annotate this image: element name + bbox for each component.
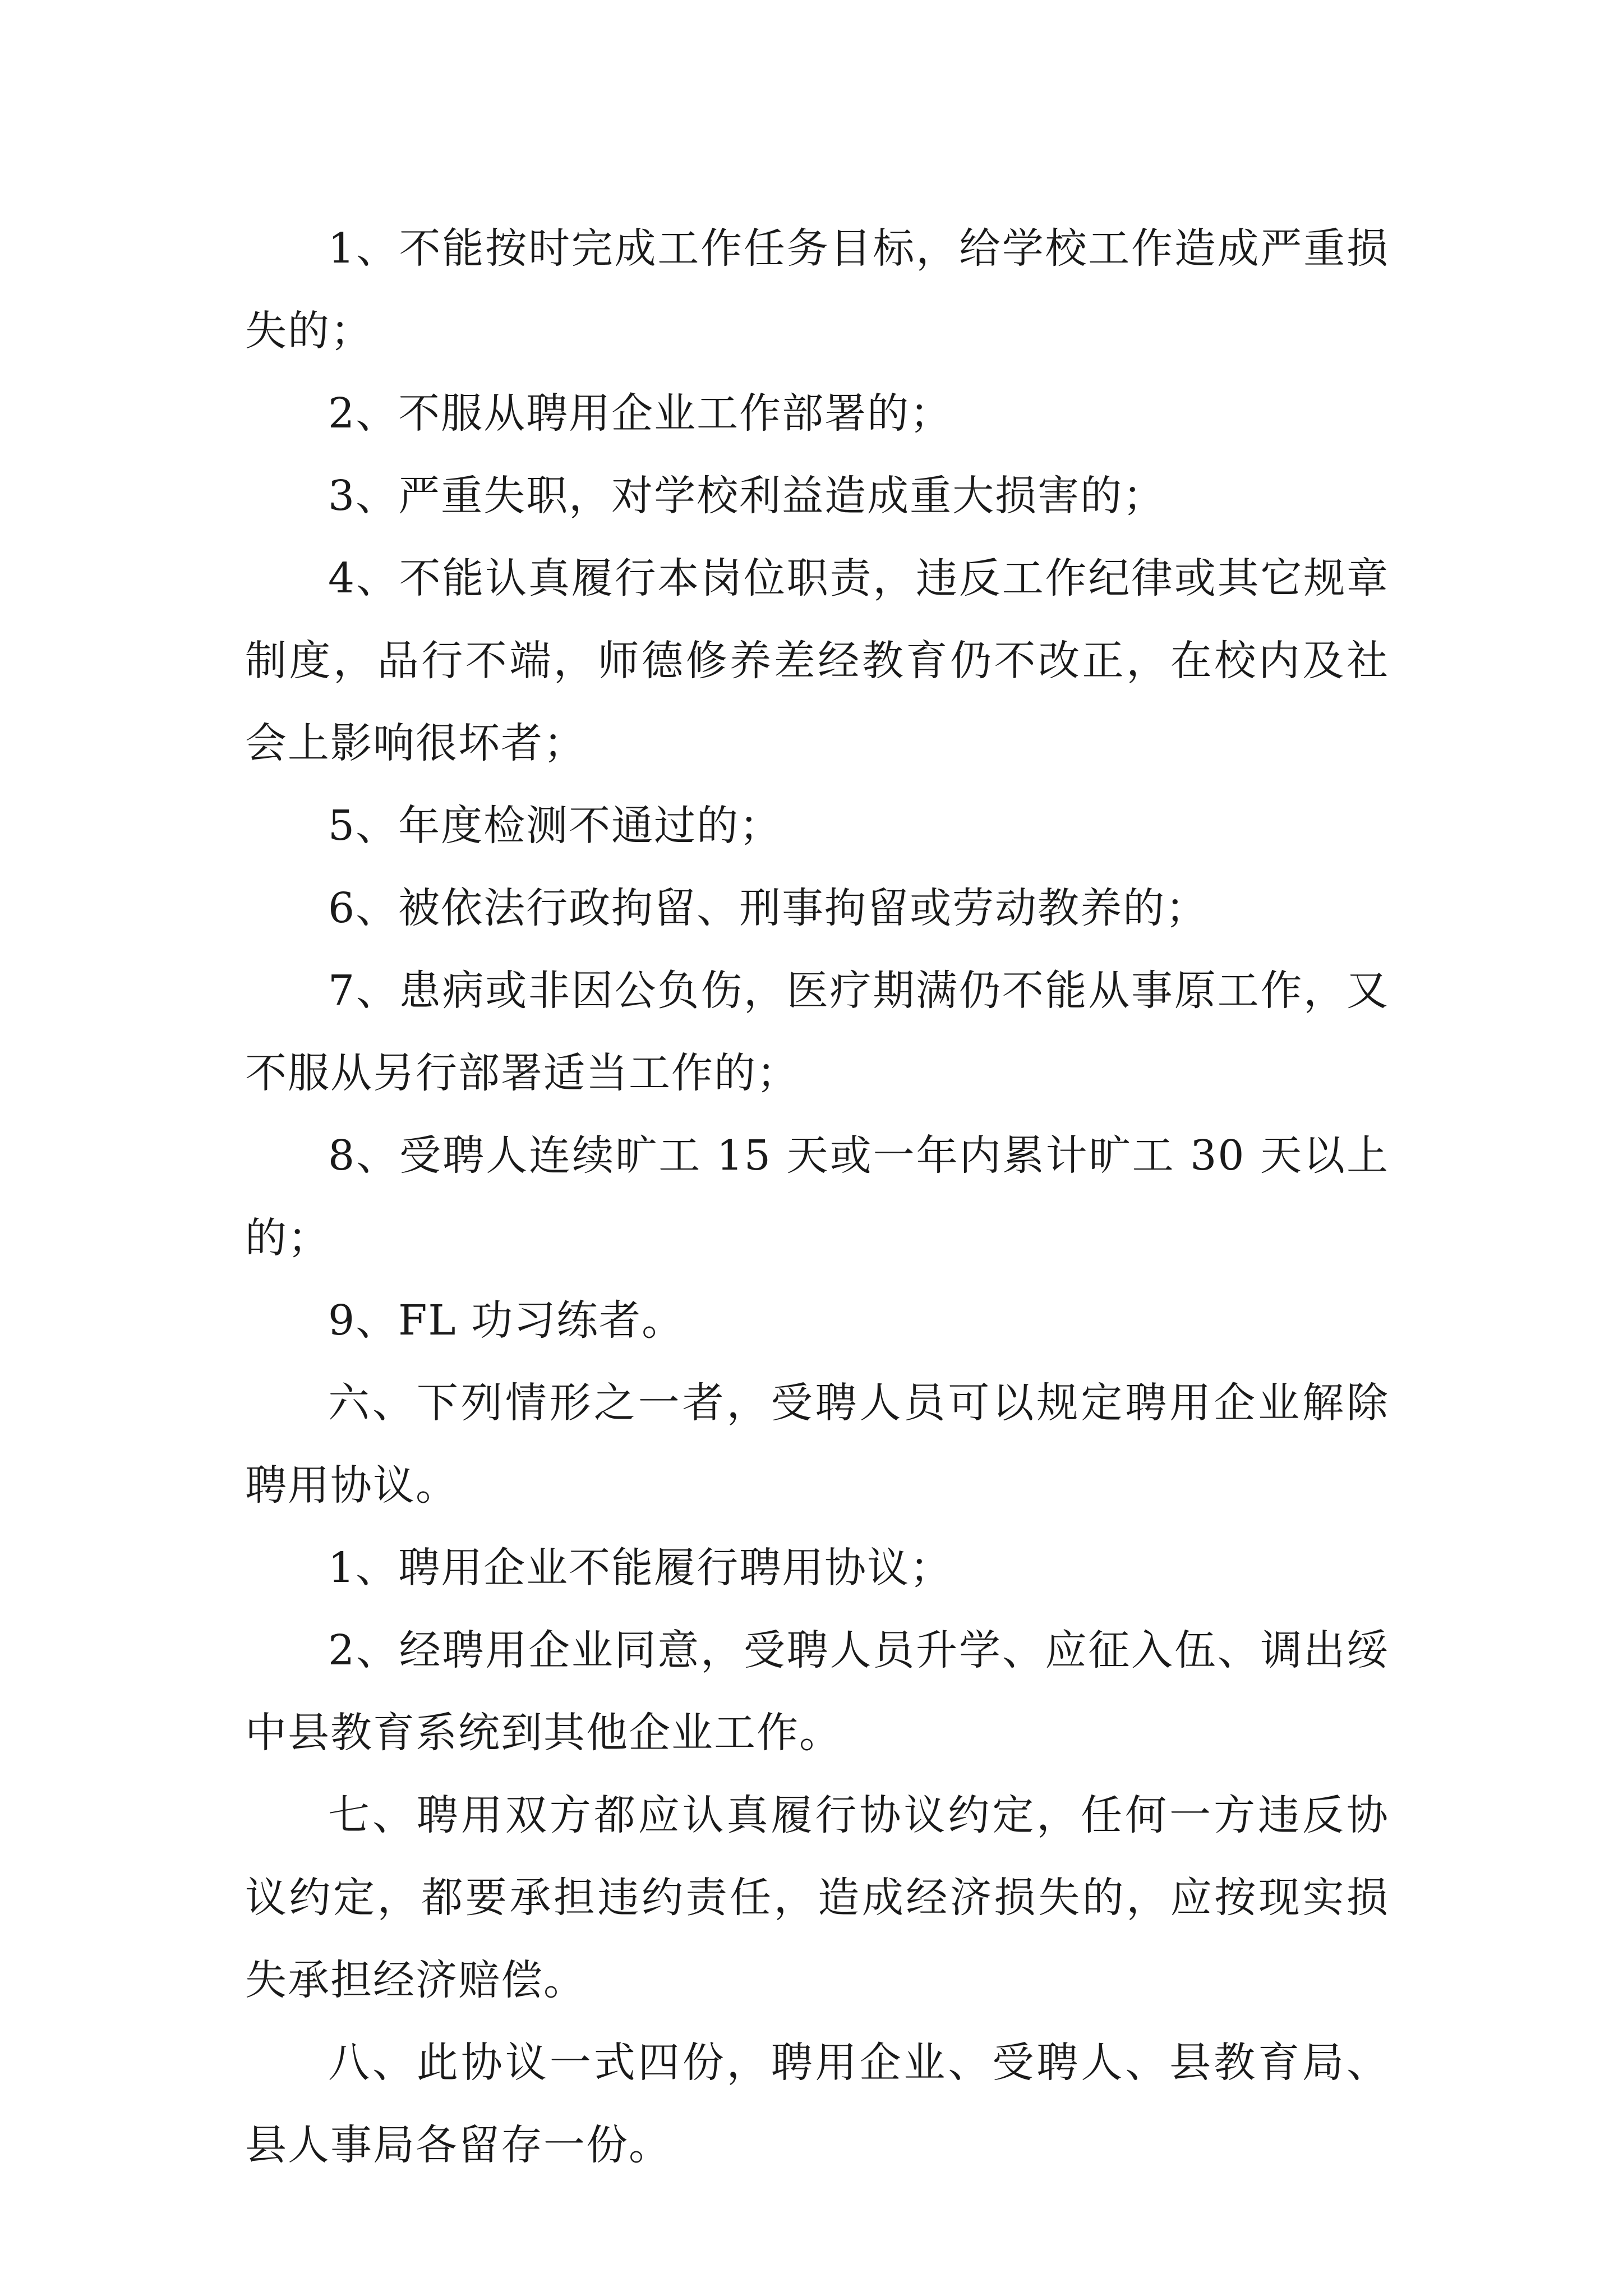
section-6-heading: 六、下列情形之一者，受聘人员可以规定聘用企业解除聘用协议。 bbox=[245, 1379, 1389, 1510]
clause-1-incomplete-tasks: 1、不能按时完成工作任务目标，给学校工作造成严重损失的； bbox=[245, 224, 1389, 355]
clause-5-annual-check: 5、年度检测不通过的； bbox=[328, 802, 782, 850]
section-8-copies: 八、此协议一式四份，聘用企业、受聘人、县教育局、县人事局各留存一份。 bbox=[245, 2039, 1389, 2169]
clause-2-disobey-deployment: 2、不服从聘用企业工作部署的； bbox=[328, 389, 953, 438]
section-7-breach: 七、聘用双方都应认真履行协议约定，任何一方违反协议约定，都要承担违约责任，造成经济损失的，应按现实损失承担经济赔偿。 bbox=[245, 1791, 1389, 2004]
document-body bbox=[245, 208, 1389, 2187]
clause-8-absenteeism: 8、受聘人连续旷工 15 天或一年内累计旷工 30 天以上的； bbox=[245, 1131, 1389, 1262]
section-6-clause-1: 1、聘用企业不能履行聘用协议； bbox=[328, 1544, 953, 1592]
clause-9: 9、FL 功习练者。 bbox=[328, 1296, 685, 1345]
section-6-clause-2: 2、经聘用企业同意，受聘人员升学、应征入伍、调出绥中县教育系统到其他企业工作。 bbox=[245, 1626, 1389, 1757]
clause-7-illness: 7、患病或非因公负伤，医疗期满仍不能从事原工作，又不服从另行部署适当工作的； bbox=[245, 967, 1389, 1097]
clause-4-misconduct: 4、不能认真履行本岗位职责，违反工作纪律或其它规章制度，品行不端，师德修养差经教育仍不改正，在校内及社会上影响很坏者； bbox=[245, 554, 1389, 767]
clause-3-dereliction: 3、严重失职，对学校利益造成重大损害的； bbox=[328, 472, 1166, 520]
clause-6-detention: 6、被依法行政拘留、刑事拘留或劳动教养的； bbox=[328, 884, 1209, 932]
